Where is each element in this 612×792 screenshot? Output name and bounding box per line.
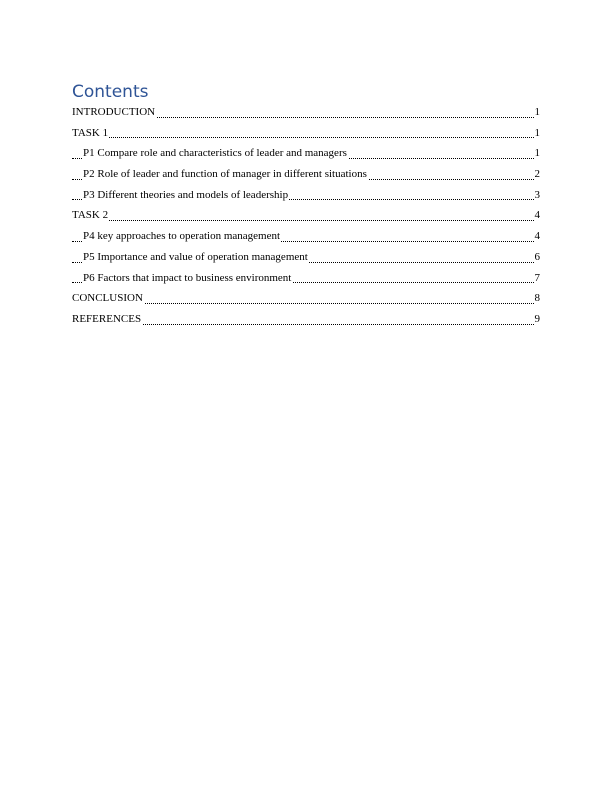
toc-entry-page: 1 <box>534 143 541 164</box>
toc-entry[interactable] <box>72 123 540 144</box>
toc-entry[interactable] <box>72 226 540 247</box>
toc-entry[interactable] <box>72 268 540 289</box>
toc-entry-page: 1 <box>534 102 541 123</box>
toc-entry-label: P1 Compare role and characteristics of leader and managers <box>83 147 347 160</box>
toc-entry-label: P3 Different theories and models of leadership <box>83 188 289 201</box>
toc-entry-label: P5 Importance and value of operation management <box>83 250 308 263</box>
toc-entry-page: 4 <box>534 205 541 226</box>
toc-entry-page: 6 <box>534 247 541 268</box>
toc-entry-label: INTRODUCTION <box>72 106 156 118</box>
toc-entry-page: 8 <box>534 288 541 309</box>
toc-entry[interactable] <box>72 309 540 330</box>
toc-entry[interactable] <box>72 288 540 309</box>
toc-entry-label: P6 Factors that impact to business environment <box>83 271 292 284</box>
toc-entry-label: P2 Role of leader and function of manager in different situations <box>83 168 367 181</box>
dot-leader <box>72 220 540 221</box>
toc-entry-label: CONCLUSION <box>72 292 143 305</box>
toc-entry[interactable] <box>72 205 540 226</box>
toc-entry-label: TASK 1 <box>72 126 109 139</box>
toc-entry[interactable] <box>72 143 540 164</box>
toc-entry-label: REFERENCES <box>72 312 142 325</box>
toc-entry-page: 4 <box>534 226 541 247</box>
toc-entry[interactable] <box>72 247 540 268</box>
toc-entry[interactable] <box>72 102 540 123</box>
toc-entry-page: 9 <box>534 309 541 330</box>
toc-entry[interactable] <box>72 164 540 185</box>
toc-entry[interactable] <box>72 185 540 206</box>
contents-heading: Contents <box>72 82 149 102</box>
table-of-contents <box>72 102 540 330</box>
toc-entry-page: 2 <box>534 164 541 185</box>
toc-entry-page: 1 <box>534 123 541 144</box>
toc-entry-page: 7 <box>534 268 541 289</box>
toc-entry-page: 3 <box>534 185 541 206</box>
dot-leader <box>72 137 540 138</box>
toc-entry-label: TASK 2 <box>72 209 109 222</box>
toc-entry-label: P4 key approaches to operation management <box>83 230 281 243</box>
dot-leader <box>72 324 540 325</box>
